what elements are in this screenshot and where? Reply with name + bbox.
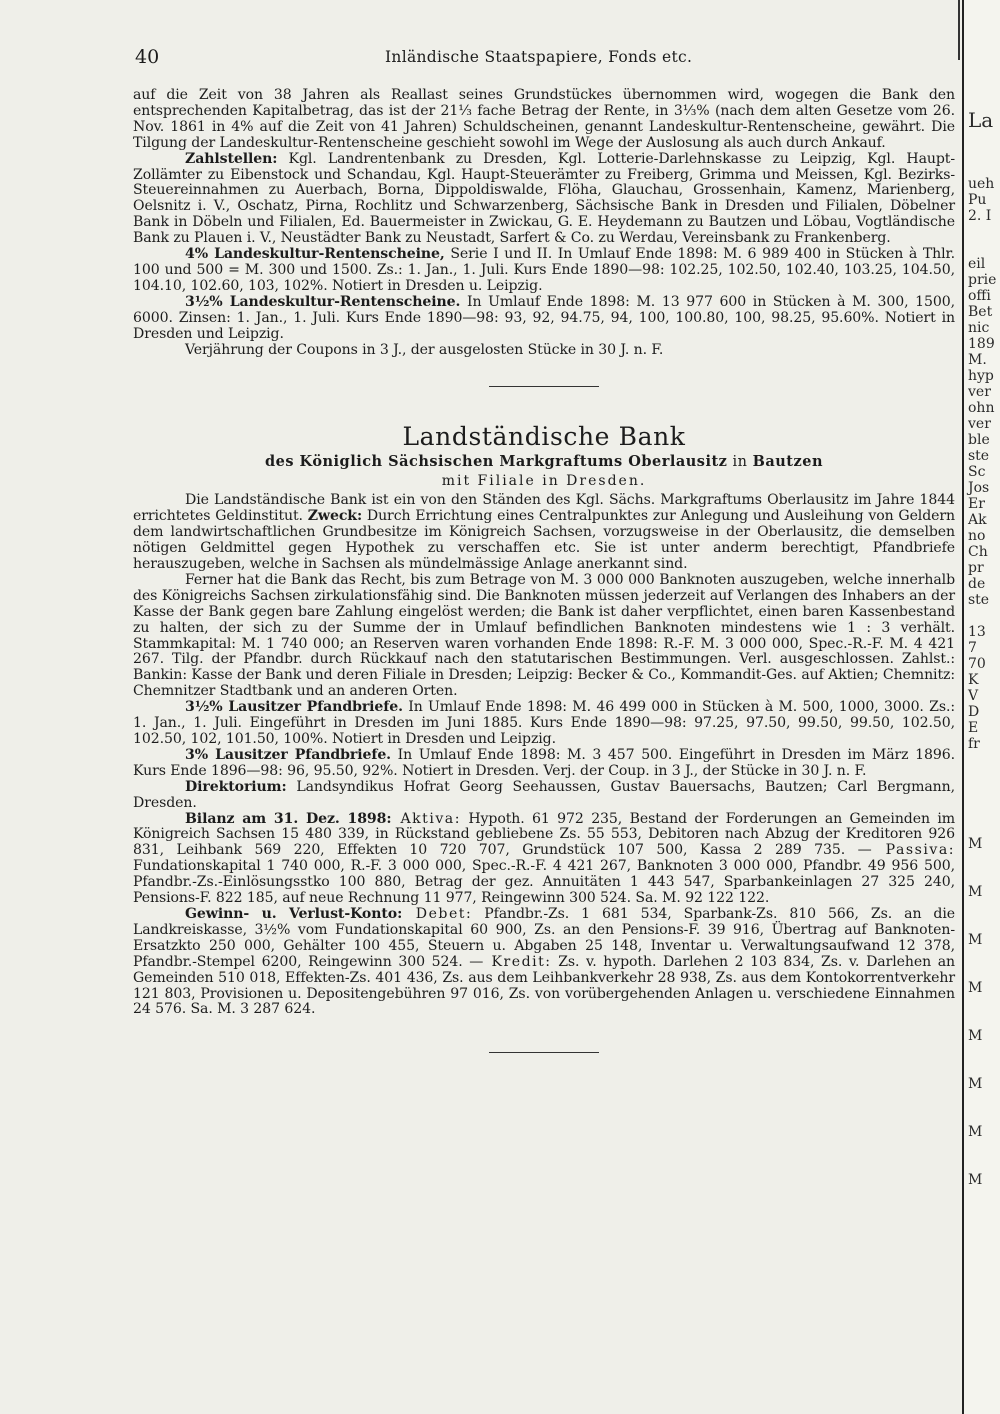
edge-fragment: 2. I: [968, 208, 992, 224]
edge-fragment: M: [968, 980, 983, 996]
edge-fragment: ble: [968, 432, 990, 448]
edge-fragment: ueh: [968, 176, 995, 192]
zahlstellen-label: Zahlstellen:: [185, 150, 278, 167]
subtitle-part-a: des Königlich Sächsischen Markgraftums Oberlausitz: [264, 453, 728, 471]
kredit-text: Zs. v. hypoth. Darlehen 2 103 834, Zs. v. Darlehen an Gemeinden 510 018, Effekten-Zs. 401 436, Zs. aus dem Leihbankverkehr 28 938, Zs. aus dem Kontokorrentverkehr 121 803, Provisionen u. Depositengebühren 97 016, Zs. von vorübergehenden Anlagen u. verschiedene Einnahmen 24 576. Sa. M. 3 287 624.: [133, 953, 955, 1018]
edge-fragment: nic: [968, 320, 990, 336]
edge-fragment: Bet: [968, 304, 993, 320]
edge-fragment: 189: [968, 336, 995, 352]
page-number: 40: [135, 46, 160, 68]
end-divider: [489, 1052, 599, 1053]
edge-fragment: ste: [968, 448, 990, 464]
rentenscheine-35pct-text: In Umlauf Ende 1898: M. 13 977 600 in Stücken à M. 300, 1500, 6000. Zinsen: 1. Jan., 1. Juli. Kurs Ende 1890—98: 93, 92, 94.75, 94, 100, 100.80, 100, 98.25, 95.60%. Notiert in Dresden und Leipzig.: [133, 293, 955, 342]
edge-fragment: Er: [968, 496, 985, 512]
edge-fragment: fr: [968, 736, 980, 752]
gewinn-verlust-label: Gewinn- u. Verlust-Konto:: [185, 905, 403, 922]
body-p1-a: Die Landständische Bank ist ein von den Ständen des Kgl. Sächs. Markgraftums Oberlausitz im Jahre 1844 errichtetes Geldinstitut.: [133, 492, 955, 525]
body-p1-b: Durch Errichtung eines Centralpunktes zur Anlegung und Ausleihung von Geldern dem landwirtschaftlichen Grundbesitze im Königreich Sachsen, vorzugsweise in der Oberlausitz, die demselben nötigen Geldmittel gegen Hypothek zu verschaffen etc. Sie ist unter anderm berechtigt, Pfandbriefe herauszugeben, welche in Sachsen als mündelmässige Anlage anerkannt sind.: [133, 508, 955, 573]
debet-text: Pfandbr.-Zs. 1 681 534, Sparbank-Zs. 810 566, Zs. an die Landkreiskasse, 3½% vom Fundationskapital 60 900, Zs. an den Pensions-F. 39 916, Übertrag auf Banknoten-Ersatzkto 250 000, Gehälter 100 455, Steuern u. Abgaben 25 148, Inventar u. Verwaltungsaufwand 12 378, Pfandbr.-Stempel 6200, Reingewinn 300 524. —: [133, 905, 955, 970]
edge-fragment: ohn: [968, 400, 995, 416]
section-title: Landständische Bank: [402, 422, 686, 452]
section-subtitle: [133, 453, 955, 471]
body-paragraph-2: Ferner hat die Bank das Recht, bis zum Betrage von M. 3 000 000 Banknoten auszugeben, welche innerhalb des Königreichs Sachsen zirkulationsfähig sind. Die Banknoten müssen jederzeit auf Verlangen des Inhabers an der Kasse der Bank gegen bare Zahlung eingelöst werden; die Bank ist daher verpflichtet, einen baren Kassenbestand zu halten, der sich zu der Summe der in Umlauf befindlichen Banknoten mindestens wie 1 : 3 verhält. Stammkapital: M. 1 740 000; an Reserven waren vorhanden Ende 1898: R.-F. M. 3 000 000, Spec.-R.-F. M. 4 421 267. Tilg. der Pfandbr. durch Rückkauf nach den statutarischen Bestimmungen. Verl. ausgeschlossen. Zahlst.: Bankin: Kasse der Bank und deren Filiale in Dresden; Leipzig: Becker & Co., Kommandit-Ges. auf Aktien; Chemnitz: Chemnitzer Stadtbank und an anderen Orten.: [133, 571, 955, 700]
section-divider: [489, 386, 599, 387]
edge-fragment: M: [968, 884, 983, 900]
edge-fragment: M.: [968, 352, 987, 368]
edge-fragment: K: [968, 672, 979, 688]
body-paragraph-1: [133, 493, 955, 573]
rentenscheine-35pct-label: 3½% Landeskultur-Rentenscheine.: [185, 293, 461, 310]
edge-fragment: 7: [968, 640, 977, 656]
intro-paragraph-35pct: [133, 295, 955, 343]
adjacent-page-edge: [962, 0, 1000, 1414]
edge-fragment: 13: [968, 624, 986, 640]
edge-fragment: M: [968, 1172, 983, 1188]
intro-paragraph-4pct: [133, 247, 955, 295]
edge-fragment: V: [968, 688, 979, 704]
running-head: [135, 46, 955, 74]
main-column: [133, 88, 955, 1053]
pfandbriefe-3pct-label: 3% Lausitzer Pfandbriefe.: [185, 746, 391, 763]
edge-fragment: D: [968, 704, 980, 720]
edge-fragment: no: [968, 528, 986, 544]
edge-fragment: M: [968, 1028, 983, 1044]
subtitle-part-b: Bautzen: [752, 453, 824, 471]
body-paragraph-gewinn-verlust: [133, 907, 955, 1018]
edge-fragment: prie: [968, 272, 997, 288]
pfandbriefe-35pct-label: 3½% Lausitzer Pfandbriefe.: [185, 699, 403, 716]
section-branch: mit Filiale in Dresden.: [441, 473, 647, 490]
edge-fragment: ver: [968, 384, 991, 400]
pfandbriefe-35pct-text: In Umlauf Ende 1898: M. 46 499 000 in Stücken à M. 500, 1000, 3000. Zs.: 1. Jan., 1. Juli. Eingeführt in Dresden im Juni 1885. Kurs Ende 1890—98: 97.25, 97.50, 99.50, 99.50, 102.50, 102.50, 102, 101.50, 100%. Notiert in Dresden und Leipzig.: [133, 699, 955, 747]
rentenscheine-4pct-label: 4% Landeskultur-Rentenscheine,: [185, 246, 445, 263]
edge-fragment: eil: [968, 256, 986, 272]
running-title: Inländische Staatspapiere, Fonds etc.: [385, 48, 693, 66]
passiva-text: Fundationskapital 1 740 000, R.-F. 3 000 000, Spec.-R.-F. 4 421 267, Banknoten 3 000 000, Pfandbr. 49 956 500, Pfandbr.-Zs.-Einlösungsstko 100 880, Betrag der gez. Annuitäten 1 443 547, Sparbankeinlagen 27 325 240, Pensions-F. 822 185, auf neue Rechnung 11 977, Reingewinn 300 524. Sa. M. 92 122 122.: [133, 858, 955, 907]
subtitle-in: in: [727, 454, 753, 471]
edge-fragment: M: [968, 932, 983, 948]
body-paragraph-35pct-pfandbriefe: [133, 700, 955, 748]
edge-fragment: La: [968, 108, 994, 132]
zweck-label: Zweck:: [307, 508, 363, 525]
zahlstellen-text: Kgl. Landrentenbank zu Dresden, Kgl. Lotterie-Darlehnskasse zu Leipzig, Kgl. Haupt-Zollämter zu Eibenstock und Schandau, Kgl. Haupt-Steuerämter zu Freiberg, Grimma und Meissen, Kgl. Bezirks-Steuereinnahmen zu Auerbach, Borna, Dippoldiswalde, Flöha, Glauchau, Grossenhain, Kamenz, Marienberg, Oelsnitz i. V., Oschatz, Pirna, Rochlitz und Schwarzenberg, Sächsische Bank in Dresden und Filialen, Döbelner Bank in Döbeln und Filialen, Ed. Bauermeister in Zwickau, G. E. Heydemann zu Bautzen und Löbau, Vogtländische Bank zu Plauen i. V., Neustädter Bank zu Neustadt, Sarfert & Co. zu Werdau, Vereinsbank zu Frankenberg.: [133, 150, 955, 247]
kredit-label: Kredit:: [483, 953, 552, 970]
intro-paragraph-1: auf die Zeit von 38 Jahren als Reallast seines Grundstückes übernommen wird, wogegen die Bank den entsprechenden Kapitalbetrag, das ist der 21⅓ fache Betrag der Rente, in 3⅓% (nach dem alten Gesetze vom 26. Nov. 1861 in 4% auf die Zeit von 41 Jahren) Schuldscheinen, genannt Landeskultur-Rentenscheine, gewährt. Die Tilgung der Landeskultur-Rentenscheine geschieht sowohl im Wege der Auslosung als auch durch Ankauf.: [133, 87, 955, 151]
edge-fragment: de: [968, 576, 986, 592]
edge-fragment: E: [968, 720, 979, 736]
aktiva-text: Hypoth. 61 972 235, Bestand der Forderungen an Gemeinden im Königreich Sachsen 15 480 339, in Rückstand gebliebene Zs. 55 553, Debitoren nach Abzug der Kreditoren 926 831, Leihbank 569 220, Effekten 10 720 707, Grundstück 107 500, Kassa 2 289 735. —: [133, 810, 956, 859]
edge-fragment: offi: [968, 288, 991, 304]
body-paragraph-bilanz: [133, 812, 955, 907]
pfandbriefe-3pct-text: In Umlauf Ende 1898: M. 3 457 500. Eingeführt in Dresden im März 1896. Kurs Ende 1896—98: 96, 95.50, 92%. Notiert in Dresden. Verj. der Coup. in 3 J., der Stücke in 30 J. n. F.: [133, 746, 955, 779]
edge-fragment: pr: [968, 560, 984, 576]
edge-fragment: 70: [968, 656, 986, 672]
edge-fragment: M: [968, 1076, 983, 1092]
aktiva-label: Aktiva:: [391, 810, 461, 827]
edge-fragment: Ch: [968, 544, 988, 560]
edge-fragment: hyp: [968, 368, 994, 384]
bilanz-label: Bilanz am 31. Dez. 1898:: [185, 810, 392, 827]
debet-label: Debet:: [402, 905, 473, 922]
edge-fragment: M: [968, 1124, 983, 1140]
edge-fragment: Jos: [968, 480, 990, 496]
edge-fragment: ste: [968, 592, 990, 608]
edge-fragment: Pu: [968, 192, 987, 208]
body-paragraph-3pct-pfandbriefe: [133, 748, 955, 780]
intro-paragraph-zahlstellen: [133, 152, 955, 247]
passiva-label: Passiva:: [871, 842, 955, 859]
edge-fragment: ver: [968, 416, 991, 432]
edge-fragment: Ak: [968, 512, 987, 528]
rentenscheine-4pct-text: Serie I und II. In Umlauf Ende 1898: M. 6 989 400 in Stücken à Thlr. 100 und 500 = M. 300 und 1500. Zs.: 1. Jan., 1. Juli. Kurs Ende 1890—98: 102.25, 102.50, 102.40, 103.25, 104.50, 104.10, 102.60, 103, 102%. Notiert in Dresden u. Leipzig.: [133, 246, 955, 294]
edge-rule: [958, 0, 960, 60]
intro-paragraph-verjaehrung: Verjährung der Coupons in 3 J., der ausgelosten Stücke in 30 J. n. F.: [185, 341, 664, 358]
direktorium-text: Landsyndikus Hofrat Georg Seehaussen, Gustav Bauersachs, Bautzen; Carl Bergmann, Dresden.: [133, 778, 955, 811]
edge-fragment: M: [968, 836, 983, 852]
body-paragraph-direktorium: [133, 780, 955, 812]
edge-fragment: Sc: [968, 464, 986, 480]
direktorium-label: Direktorium:: [185, 778, 287, 795]
